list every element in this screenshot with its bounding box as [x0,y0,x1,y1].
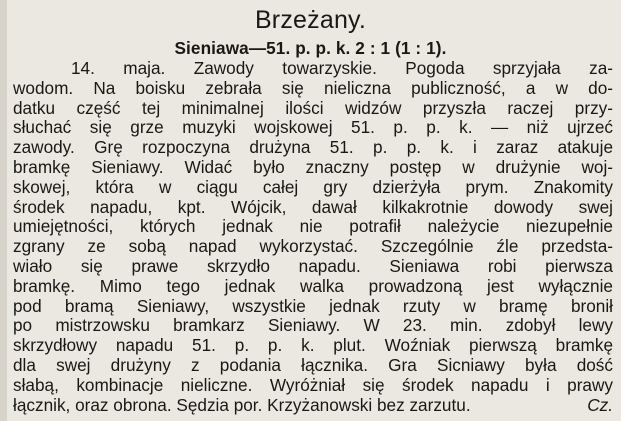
article-title: Brzeżany. [254,6,367,34]
article-line: zgrany ze sobą napad wykorzystać. Szczególnie źle przedsta- [13,236,613,257]
article-line: wodom. Na boisku zebrała się nieliczna publiczność, a w do- [13,77,613,98]
article-line: łącznik, oraz obrona. Sędzia por. Krzyżanowski bez zarzutu. [13,394,471,415]
article-line: bramkę Sieniawy. Widać było znaczny postęp w drużynie woj- [13,156,613,177]
article-body [13,59,613,415]
article-line: dla swej drużyny z podania łącznika. Gra Sicniawy była dość [13,354,613,375]
article-line: po mistrzowsku bramkarz Sieniawy. W 23. min. zdobył lewy [13,315,613,336]
article-line: słuchać się grze muzyki wojskowej 51. p. p. k. — niż ujrzeć [13,117,613,138]
article-line: środek napadu, kpt. Wójcik, dawał kilkakrotnie dowody swej [13,196,613,217]
article-line: pod bramą Sieniawy, wszystkie jednak rzuty w bramę bronił [13,295,613,316]
page-edge [0,0,7,421]
author-signature: Cz. [587,394,613,415]
article-line: datku część tej minimalnej ilości widzów przyszła raczej przy- [13,97,613,118]
article-line: zawody. Grę rozpoczyna drużyna 51. p. p. k. i zaraz atakuje [13,137,613,158]
article-line: bramkę. Mimo tego jednak walka prowadzoną jest wyłącznie [13,275,613,296]
article-line: skrzydłowy napadu 51. p. p. k. plut. Woźniak pierwszą bramkę [13,335,613,356]
article-line: umiejętności, których jednak nie potrafił należycie niezupełnie [13,216,613,237]
article-line: skowej, która w ciągu całej gry dzierżyła prym. Znakomity [13,176,613,197]
match-result-subtitle: Sieniawa—51. p. p. k. 2 : 1 (1 : 1). [174,38,447,58]
article-last-line [13,396,613,416]
article-line: 14. maja. Zawody towarzyskie. Pogoda sprzyjała za- [71,58,613,78]
article-line: słabą, kombinacje nieliczne. Wyróżniał się środek napadu i prawy [13,374,613,395]
article-line: wiało się prawe skrzydło napadu. Sieniawa robi pierwsza [13,255,613,276]
